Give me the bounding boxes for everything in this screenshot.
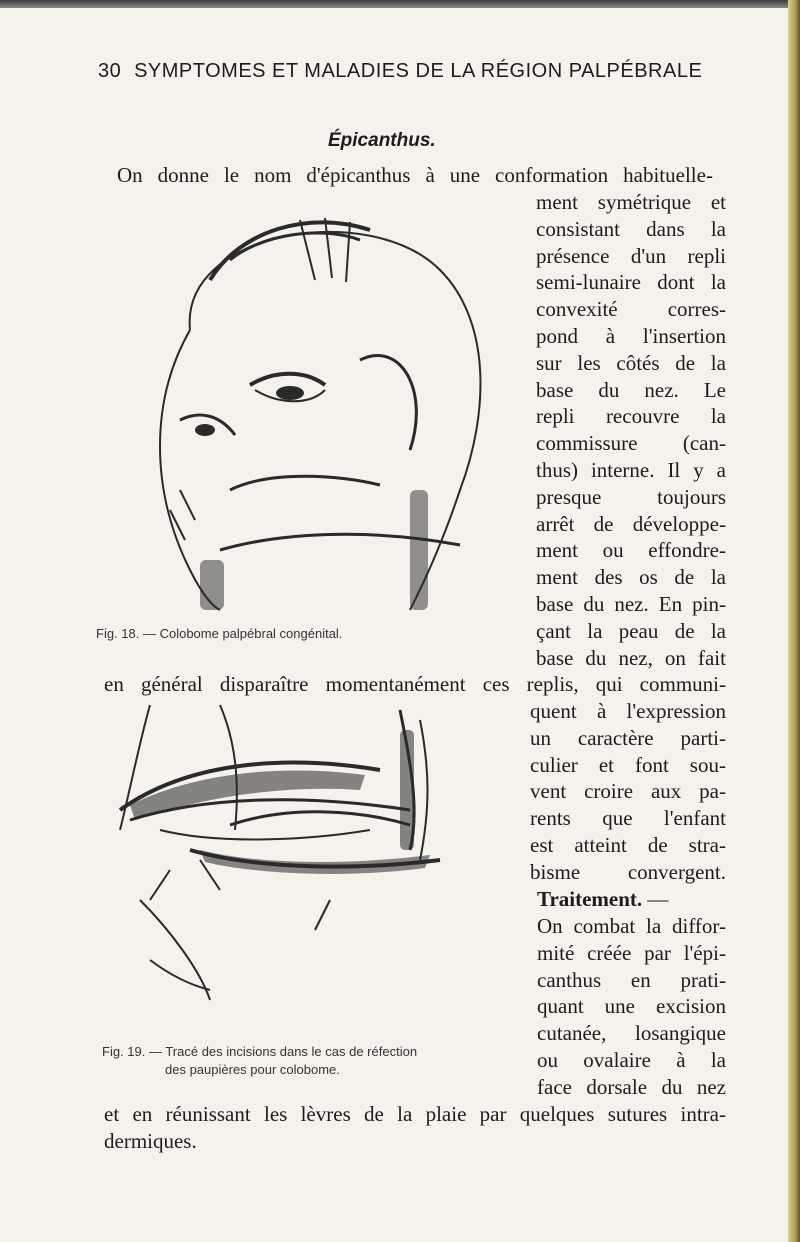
text-line: ment des os de la — [536, 565, 726, 590]
page-edge — [788, 0, 800, 1242]
text-line: repli recouvre la — [536, 404, 726, 429]
text-line: culier et font sou- — [530, 752, 726, 777]
text-line: base du nez. En pin- — [536, 592, 726, 616]
text-line: rents que l'enfant — [530, 806, 726, 831]
text-line: ment symétrique et — [536, 190, 726, 214]
running-header — [98, 60, 718, 83]
text-line: base du nez. Le — [536, 377, 726, 402]
running-title: SYMPTOMES ET MALADIES DE LA RÉGION PALPÉBRALE — [134, 60, 703, 82]
text-line: semi-lunaire dont la — [536, 270, 726, 295]
page-number: 30 — [98, 60, 122, 82]
text-line: est atteint de stra- — [530, 833, 726, 857]
text-line: presque toujours — [536, 484, 726, 509]
text-line: dermiques. — [104, 1129, 197, 1153]
text-line: et en réunissant les lèvres de la plaie par quelques sutures intra- — [104, 1102, 726, 1126]
text-line: vent croire aux pa- — [530, 779, 726, 804]
text-line: ment ou effondre- — [536, 538, 726, 563]
section-title: Épicanthus. — [328, 130, 436, 151]
text-line: bisme convergent. — [530, 859, 726, 884]
text-line: quent à l'expression — [530, 699, 726, 723]
text-line: On donne le nom d'épicanthus à une conformation habituelle- — [117, 163, 713, 187]
figure-19-image — [110, 700, 530, 1020]
figure-19-caption-line-1: Fig. 19. — Tracé des incisions dans le cas de réfection — [102, 1044, 418, 1059]
text-line: ou ovalaire à la — [537, 1048, 726, 1072]
text-line: présence d'un repli — [536, 243, 726, 268]
subheading-traitement: Traitement. — [537, 887, 643, 911]
eyelid-incision-diagram-icon — [110, 700, 530, 1020]
text-line: un caractère parti- — [530, 725, 726, 750]
text-line: face dorsale du nez — [537, 1074, 726, 1099]
subheading-dash: — — [642, 887, 669, 911]
text-line: en général disparaître momentanément ces replis, qui communi- — [104, 672, 726, 696]
text-line: canthus en prati- — [537, 967, 726, 992]
text-line: pond à l'insertion — [536, 324, 726, 348]
subheading-line — [537, 886, 726, 913]
infant-face-engraving-icon — [110, 190, 530, 620]
text-line: sur les côtés de la — [536, 350, 726, 375]
text-line: thus) interne. Il y a — [536, 458, 726, 482]
text-line: arrêt de développe- — [536, 511, 726, 536]
figure-18-caption: Fig. 18. — Colobome palpébral congénital. — [96, 626, 343, 641]
text-line: consistant dans la — [536, 216, 726, 241]
scan-top-border — [0, 0, 800, 8]
text-line: quant une excision — [537, 994, 726, 1019]
text-line: convexité corres- — [536, 297, 726, 322]
text-line: base du nez, on fait — [536, 645, 726, 670]
text-line: commissure (can- — [536, 431, 726, 456]
text-line: mité créée par l'épi- — [537, 940, 726, 965]
text-line: On combat la diffor- — [537, 914, 726, 938]
text-line: cutanée, losangique — [537, 1021, 726, 1046]
figure-18-image — [110, 190, 530, 620]
text-line: çant la peau de la — [536, 618, 726, 643]
figure-19-caption-line-2: des paupières pour colobome. — [165, 1062, 340, 1077]
